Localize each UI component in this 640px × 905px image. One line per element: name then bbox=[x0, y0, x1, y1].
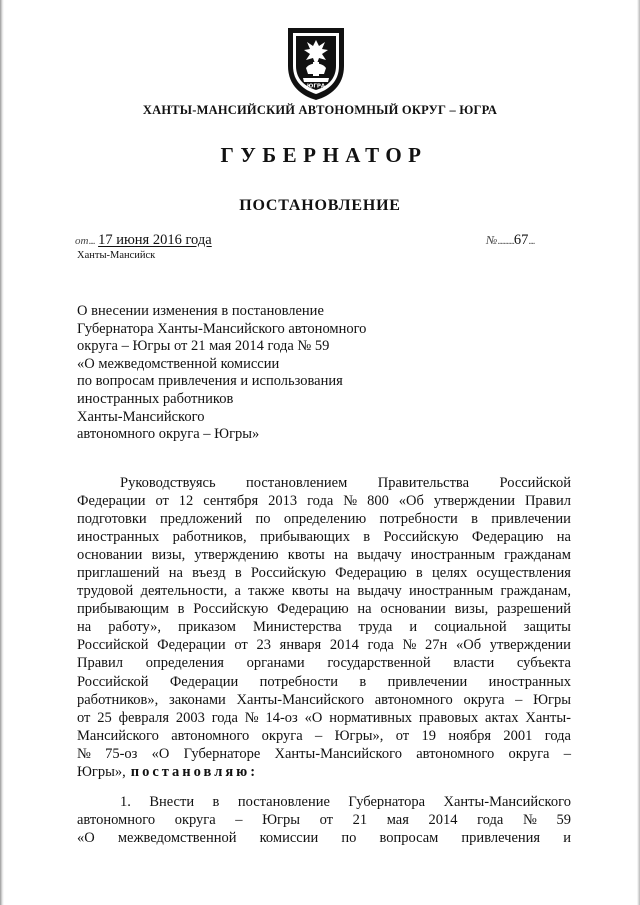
word: 2014 bbox=[329, 637, 359, 654]
word: Российской bbox=[77, 673, 149, 690]
word: определению bbox=[283, 511, 367, 528]
word: основании bbox=[77, 547, 143, 564]
word: от bbox=[319, 812, 334, 829]
word: привлечения bbox=[461, 830, 541, 847]
text-line bbox=[77, 745, 571, 763]
word: разрешений bbox=[497, 601, 571, 618]
word: Правил bbox=[524, 493, 571, 510]
region-name: ХАНТЫ-МАНСИЙСКИЙ АВТОНОМНЫЙ ОКРУГ – ЮГРА bbox=[142, 103, 498, 117]
word: привлечении bbox=[387, 673, 468, 690]
number-line bbox=[486, 232, 534, 249]
word: приказом bbox=[178, 619, 236, 636]
word: визы, bbox=[454, 601, 489, 618]
word: труда bbox=[358, 619, 393, 636]
number-dots: ........... bbox=[497, 236, 514, 247]
word: округа bbox=[463, 691, 505, 708]
text-line bbox=[77, 546, 571, 564]
word: 14-оз bbox=[265, 709, 298, 726]
word: Мансийского bbox=[77, 727, 159, 744]
word: на bbox=[357, 601, 372, 618]
word: Правительства bbox=[377, 475, 470, 491]
word: в bbox=[177, 601, 185, 618]
word: в bbox=[471, 511, 478, 528]
word: Федерацию bbox=[277, 601, 349, 618]
text-line bbox=[77, 829, 571, 847]
word: на bbox=[335, 583, 351, 600]
word: государственной bbox=[327, 655, 431, 672]
word: Российской bbox=[499, 475, 571, 491]
word: постановлением bbox=[246, 475, 348, 491]
word: деятельности, bbox=[140, 583, 228, 600]
word: утверждению bbox=[194, 547, 279, 564]
final-words: Югры», bbox=[77, 763, 126, 780]
word: органами bbox=[246, 655, 305, 672]
word: Ханты- bbox=[525, 709, 571, 726]
subject-line: Губернатора Ханты-Мансийского автономного bbox=[77, 320, 367, 337]
word: года bbox=[477, 812, 504, 829]
word: субъекта bbox=[516, 655, 571, 672]
word: – bbox=[515, 691, 523, 708]
word: в bbox=[415, 565, 423, 582]
word: 75-оз bbox=[105, 745, 138, 762]
word: автономного bbox=[77, 812, 156, 829]
text-line-final bbox=[77, 763, 571, 781]
word: мая bbox=[386, 812, 409, 829]
date-line bbox=[75, 232, 212, 249]
document-city: Ханты-Мансийск bbox=[77, 250, 156, 261]
word: – bbox=[235, 812, 243, 829]
word: автономного bbox=[171, 727, 250, 744]
word: на bbox=[333, 547, 349, 564]
word: Федерацию bbox=[335, 565, 407, 582]
word: № bbox=[522, 812, 537, 829]
word: Российскую bbox=[193, 601, 269, 618]
word: февраля bbox=[118, 709, 169, 726]
word: потребности bbox=[259, 673, 338, 690]
word: Федерацию bbox=[471, 529, 544, 546]
text-line bbox=[77, 564, 571, 582]
word: № bbox=[244, 709, 259, 726]
word: года bbox=[211, 709, 238, 726]
word: прибывающих bbox=[259, 529, 350, 546]
word: 23 bbox=[256, 637, 271, 654]
word: 2003 bbox=[175, 709, 205, 726]
word: Югры», bbox=[334, 727, 384, 744]
text-line bbox=[77, 528, 571, 546]
word: года bbox=[544, 727, 571, 744]
word: защиты bbox=[523, 619, 571, 636]
word: Федерации bbox=[157, 637, 226, 654]
emblem-lettering: ЮГРА bbox=[306, 83, 326, 90]
word: «Об bbox=[455, 637, 482, 654]
word: 2001 bbox=[503, 727, 533, 744]
word: «О bbox=[304, 709, 323, 726]
paragraph-1 bbox=[77, 474, 571, 781]
word: и bbox=[563, 830, 571, 847]
word: предложений bbox=[159, 511, 243, 528]
word: Ханты-Мансийского bbox=[236, 691, 364, 708]
word: Федерации bbox=[169, 673, 239, 690]
word: а bbox=[234, 583, 241, 600]
word: на bbox=[168, 565, 183, 582]
word: года bbox=[367, 637, 394, 654]
word: 12 bbox=[178, 493, 194, 510]
word: 19 bbox=[421, 727, 436, 744]
word: вопросам bbox=[379, 830, 439, 847]
word: гражданам, bbox=[500, 583, 571, 600]
document-date: 17 июня 2016 года bbox=[98, 232, 212, 248]
word: социальной bbox=[434, 619, 507, 636]
word: визы, bbox=[151, 547, 186, 564]
word: работников», bbox=[77, 691, 159, 708]
word: приглашений bbox=[77, 565, 160, 582]
word: Югры bbox=[262, 812, 300, 829]
word: выдачу bbox=[357, 547, 402, 564]
word: – bbox=[315, 727, 323, 744]
word: законами bbox=[168, 691, 226, 708]
word: утверждении bbox=[433, 493, 515, 510]
subject-line: «О межведомственной комиссии bbox=[77, 355, 280, 372]
text-line bbox=[77, 654, 571, 672]
word: 21 bbox=[352, 812, 368, 829]
word: – bbox=[563, 745, 571, 762]
word: «Об bbox=[398, 493, 424, 510]
subject-line: автономного округа – Югры» bbox=[77, 426, 260, 443]
text-line bbox=[77, 673, 571, 691]
word: по bbox=[255, 511, 271, 528]
word: 1. bbox=[120, 794, 131, 810]
word: работу», bbox=[108, 619, 162, 636]
word: межведомственной bbox=[117, 830, 237, 847]
text-line bbox=[77, 636, 571, 654]
word: и bbox=[409, 619, 418, 636]
word: на bbox=[556, 529, 571, 546]
subject-line: иностранных работников bbox=[77, 390, 234, 407]
text-line bbox=[77, 582, 571, 600]
word: Ханты-Мансийского bbox=[274, 745, 402, 762]
word: 2014 bbox=[428, 812, 458, 829]
word: 2013 bbox=[268, 493, 298, 510]
word: подготовки bbox=[77, 511, 147, 528]
word: «О bbox=[77, 830, 95, 847]
word: осуществления bbox=[476, 565, 571, 582]
word: № bbox=[343, 493, 358, 510]
word: от bbox=[77, 709, 91, 726]
word: 800 bbox=[367, 493, 389, 510]
text-line bbox=[77, 691, 571, 709]
word: въезд bbox=[192, 565, 226, 582]
word: января bbox=[279, 637, 322, 654]
date-dots: .... bbox=[88, 236, 95, 247]
word: Министерства bbox=[253, 619, 342, 636]
word: 59 bbox=[556, 812, 571, 829]
word: сентября bbox=[203, 493, 259, 510]
subject-line: округа – Югры от 21 мая 2014 года № 59 bbox=[77, 338, 330, 355]
word: Губернаторе bbox=[183, 745, 261, 762]
word: 27н bbox=[425, 637, 448, 654]
word: в bbox=[359, 673, 367, 690]
word: округа bbox=[261, 727, 303, 744]
word: иностранным bbox=[409, 583, 494, 600]
word: от bbox=[234, 637, 248, 654]
text-line bbox=[77, 709, 571, 727]
word: от bbox=[155, 493, 169, 510]
subject-line: по вопросам привлечения и использования bbox=[77, 373, 343, 390]
word: № bbox=[77, 745, 91, 762]
document-type: ПОСТАНОВЛЕНИЕ bbox=[239, 197, 401, 214]
word: Российской bbox=[77, 637, 149, 654]
word: актах bbox=[485, 709, 519, 726]
word: автономного bbox=[374, 691, 453, 708]
word: № bbox=[402, 637, 417, 654]
word: иностранных bbox=[488, 673, 571, 690]
text-line bbox=[77, 618, 571, 636]
word: трудовой bbox=[77, 583, 134, 600]
word: в bbox=[363, 529, 371, 546]
word: гражданам bbox=[504, 547, 571, 564]
word: постановление bbox=[237, 794, 330, 810]
word: Федерации bbox=[77, 493, 146, 510]
word: потребности bbox=[379, 511, 458, 528]
scan-edge-left bbox=[0, 0, 4, 905]
coat-of-arms-emblem bbox=[284, 22, 348, 102]
paragraph-2 bbox=[77, 793, 571, 847]
word: прибывающим bbox=[77, 601, 169, 618]
word: комиссии bbox=[259, 830, 319, 847]
word: утверждении bbox=[489, 637, 571, 654]
word: власти bbox=[453, 655, 495, 672]
word: Руководствуясь bbox=[120, 475, 216, 491]
word: Югры bbox=[533, 691, 571, 708]
document-number: 67 bbox=[513, 232, 529, 248]
word: выдачу bbox=[357, 583, 402, 600]
word: также bbox=[248, 583, 285, 600]
word: Правил bbox=[77, 655, 123, 672]
word: года bbox=[307, 493, 334, 510]
text-line bbox=[77, 793, 571, 811]
word: нормативных bbox=[329, 709, 413, 726]
word: ноября bbox=[448, 727, 492, 744]
word: работников, bbox=[172, 529, 247, 546]
word: Губернатора bbox=[348, 794, 426, 810]
subject-line: О внесении изменения в постановление bbox=[77, 303, 324, 319]
text-line bbox=[77, 600, 571, 618]
word: от bbox=[395, 727, 410, 744]
word: Внести bbox=[149, 794, 195, 810]
word: иностранным bbox=[410, 547, 495, 564]
word: квоты bbox=[291, 583, 329, 600]
authority-title: ГУБЕРНАТОР bbox=[220, 143, 428, 167]
word: привлечении bbox=[491, 511, 571, 528]
word: основании bbox=[380, 601, 446, 618]
subject-line: Ханты-Мансийского bbox=[77, 408, 205, 425]
number-dots-trailing: .... bbox=[528, 236, 535, 247]
word: определения bbox=[145, 655, 224, 672]
word: 25 bbox=[97, 709, 112, 726]
number-sign: № bbox=[486, 233, 498, 247]
word: автономного bbox=[416, 745, 495, 762]
word: округа bbox=[174, 812, 216, 829]
text-line bbox=[77, 492, 571, 510]
word: в bbox=[212, 794, 220, 810]
text-line bbox=[77, 474, 571, 492]
date-prefix: от bbox=[75, 235, 89, 247]
word: по bbox=[341, 830, 357, 847]
word: на bbox=[77, 619, 92, 636]
word: Российскую bbox=[250, 565, 326, 582]
text-line bbox=[77, 811, 571, 829]
word: Ханты-Мансийского bbox=[443, 794, 571, 810]
word: целях bbox=[431, 565, 468, 582]
word: Российскую bbox=[383, 529, 459, 546]
word: округа bbox=[508, 745, 550, 762]
word: «О bbox=[151, 745, 170, 762]
word: квоты bbox=[287, 547, 325, 564]
text-line bbox=[77, 727, 571, 745]
word: в bbox=[234, 565, 242, 582]
word: иностранных bbox=[77, 529, 160, 546]
document-subject bbox=[77, 303, 417, 444]
text-line bbox=[77, 510, 571, 528]
word: правовых bbox=[418, 709, 479, 726]
decree-keyword: постановляю: bbox=[130, 763, 259, 780]
